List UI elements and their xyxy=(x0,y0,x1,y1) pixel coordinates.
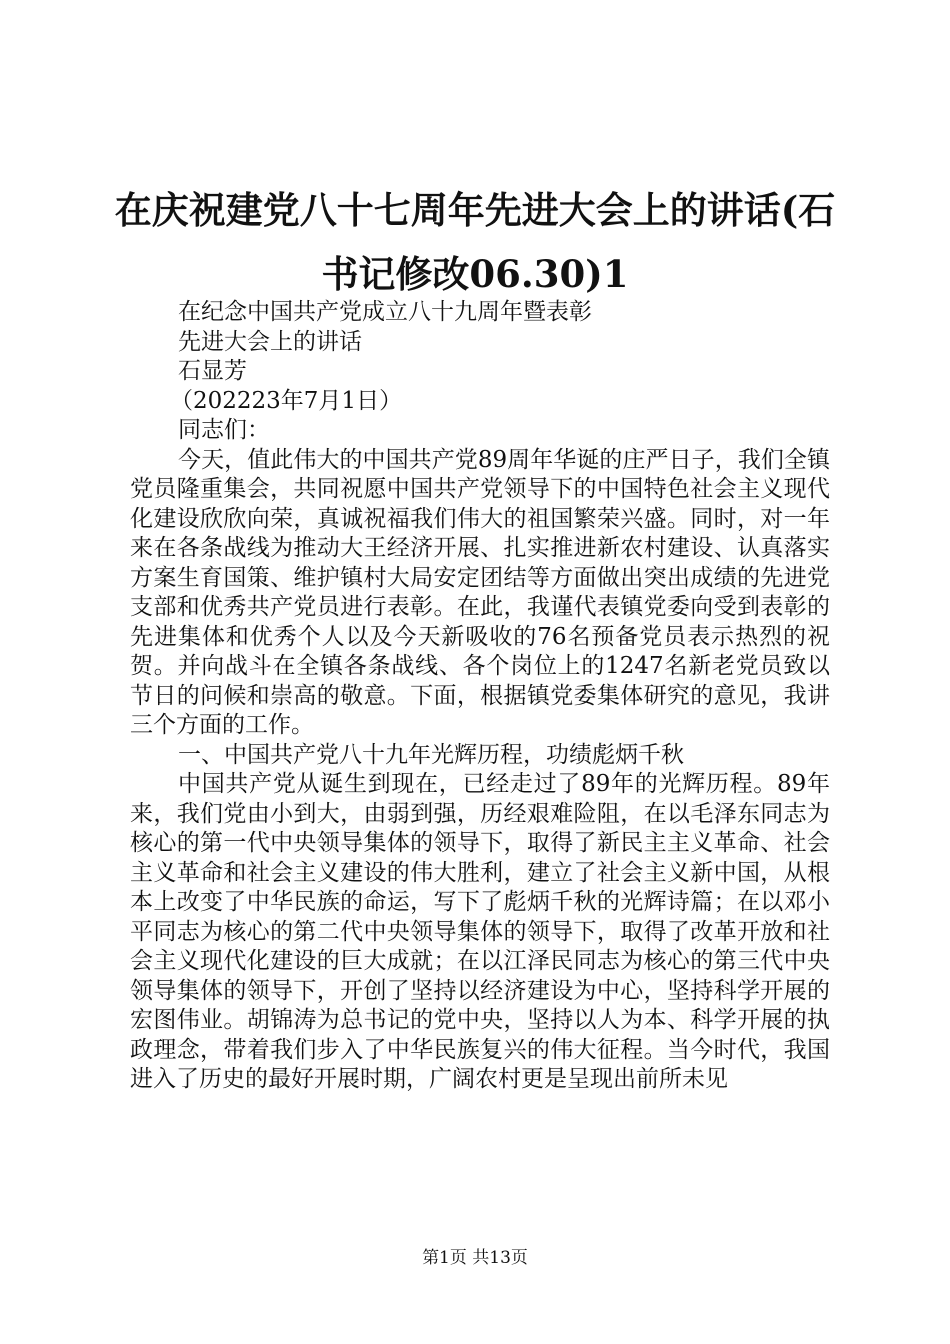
subtitle-line-2: 先进大会上的讲话 xyxy=(178,328,362,355)
section-heading-1: 一、中国共产党八十九年光辉历程，功绩彪炳千秋 xyxy=(178,741,684,768)
speech-date: （202223年7月1日） xyxy=(170,387,403,414)
paragraph-opening: 今天，值此伟大的中国共产党89周年华诞的庄严日子，我们全镇党员隆重集会，共同祝愿中国共产党领导下的中国特色社会主义现代化建设欣欣向荣，真诚祝福我们伟大的祖国繁荣兴盛。同时，对一年来在各条战线为推动大王经济开展、扎实推进新农村建设、认真落实方案生育国策、维护镇村大局安定团结等方面做出突出成绩的先进党支部和优秀共产党员进行表彰。在此，我谨代表镇党委向受到表彰的先进集体和优秀个人以及今天新吸收的76名预备党员表示热烈的祝贺。并向战斗在全镇各条战线、各个岗位上的1247名新老党员致以节日的问候和崇高的敬意。下面，根据镇党委集体研究的意见，我讲三个方面的工作。 xyxy=(130,446,830,738)
document-title: 在庆祝建党八十七周年先进大会上的讲话(石书记修改06.30)1 xyxy=(114,188,836,296)
salutation: 同志们： xyxy=(178,417,270,443)
page-footer: 第1页 共13页 xyxy=(422,1248,528,1268)
paragraph-history: 中国共产党从诞生到现在，已经走过了89年的光辉历程。89年来，我们党由小到大，由弱到强，历经艰难险阻，在以毛泽东同志为核心的第一代中央领导集体的领导下，取得了新民主主义革命、社会主义革命和社会主义建设的伟大胜利，建立了社会主义新中国，从根本上改变了中华民族的命运，写下了彪炳千秋的光辉诗篇；在以邓小平同志为核心的第二代中央领导集体的领导下，取得了改革开放和社会主义现代化建设的巨大成就；在以江泽民同志为核心的第三代中央领导集体的领导下，开创了坚持以经济建设为中心，坚持科学开展的宏图伟业。胡锦涛为总书记的党中央，坚持以人为本、科学开展的执政理念，带着我们步入了中华民族复兴的伟大征程。当今时代，我国进入了历史的最好开展时期，广阔农村更是呈现出前所未见 xyxy=(130,771,830,1092)
document-body xyxy=(130,298,830,1095)
speaker-name: 石显芳 xyxy=(178,358,247,384)
subtitle-line-1: 在纪念中国共产党成立八十九周年暨表彰 xyxy=(178,299,592,325)
